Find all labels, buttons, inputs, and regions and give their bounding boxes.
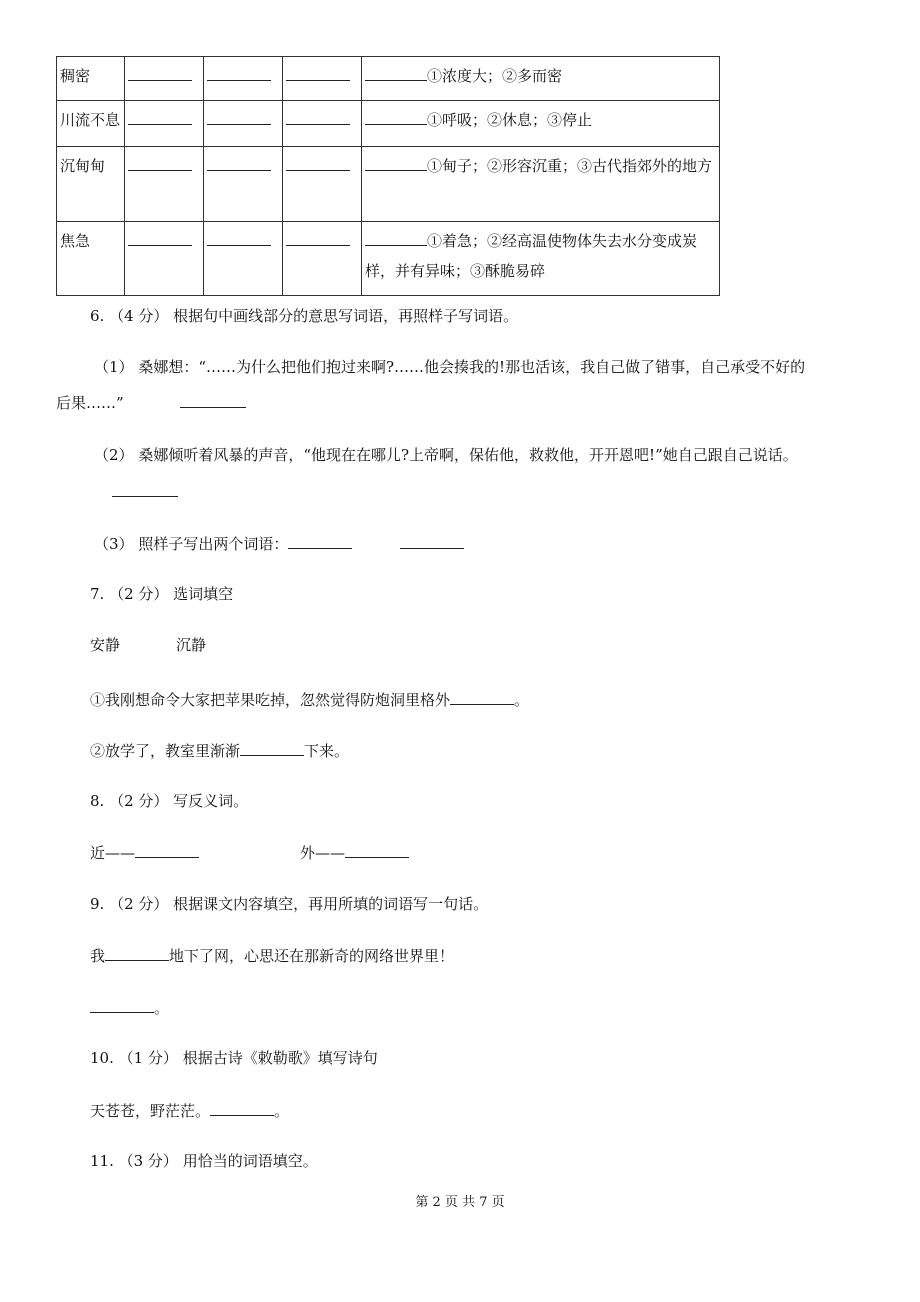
table-blank-cell — [125, 222, 204, 296]
answer-blank[interactable] — [128, 64, 192, 81]
table-blank-cell — [204, 57, 283, 101]
answer-blank[interactable] — [286, 108, 350, 125]
sentence-part: 地下了网，心思还在那新奇的网络世界里！ — [169, 947, 455, 965]
table-word: 焦急 — [57, 222, 125, 296]
table-blank-cell — [283, 147, 362, 222]
question-9-1 — [90, 944, 454, 966]
sentence-part: 下来。 — [304, 742, 350, 760]
answer-blank[interactable] — [345, 841, 409, 858]
question-6-2 — [94, 444, 798, 465]
sub-question-text: 桑娜倾听着风暴的声音，“他现在在哪儿?上帝啊，保佑他，救救他，开开恩吧!”她自己跟自己说话。 — [138, 446, 798, 464]
answer-blank[interactable] — [105, 944, 169, 961]
table-meaning-cell — [362, 222, 720, 296]
table-blank-cell — [283, 101, 362, 147]
question-7-header: 7. （2 分） 选词填空 — [90, 585, 234, 603]
antonym-word: 近—— — [90, 844, 136, 862]
table-word: 稠密 — [57, 57, 125, 101]
table-blank-cell — [204, 222, 283, 296]
question-6-2-answer — [112, 480, 178, 501]
question-7-1 — [90, 688, 529, 710]
answer-blank[interactable] — [286, 64, 350, 81]
sub-question-number: （1） — [94, 358, 134, 376]
answer-blank[interactable] — [286, 154, 350, 171]
answer-blank[interactable] — [90, 996, 154, 1013]
question-9-2 — [90, 996, 169, 1018]
question-11-header: 11. （3 分） 用恰当的词语填空。 — [90, 1152, 318, 1170]
sentence-part: ①我刚想命令大家把苹果吃掉，忽然觉得防炮洞里格外 — [90, 691, 451, 709]
answer-blank[interactable] — [286, 229, 350, 246]
table-meaning: ①甸子；②形容沉重；③古代指郊外的地方 — [427, 157, 713, 175]
answer-blank[interactable] — [288, 532, 352, 549]
answer-blank[interactable] — [240, 739, 304, 756]
poem-line: 天苍苍，野茫茫。 — [90, 1102, 211, 1120]
sub-question-text: 桑娜想：“……为什么把他们抱过来啊?……他会揍我的!那也活该，我自己做了错事，自己承受不好的 — [138, 358, 806, 376]
answer-blank[interactable] — [207, 64, 271, 81]
question-6-3 — [94, 532, 464, 554]
table-word: 沉甸甸 — [57, 147, 125, 222]
sentence-part: 。 — [154, 999, 170, 1017]
sentence-part: 。 — [514, 691, 530, 709]
word-choices — [90, 634, 206, 655]
question-6-1-cont — [56, 391, 246, 413]
antonym-word: 外—— — [300, 844, 346, 862]
sub-question-number: （3） — [94, 535, 134, 553]
answer-blank[interactable] — [365, 229, 427, 246]
table-meaning: ①着急；②经高温使物体失去水分变成炭样，并有异味；③酥脆易碎 — [365, 232, 698, 280]
answer-blank[interactable] — [128, 108, 192, 125]
word-choice: 安静 — [90, 636, 121, 654]
sub-question-text: 照样子写出两个词语： — [138, 535, 289, 553]
answer-blank[interactable] — [180, 391, 246, 408]
word-meaning-table — [56, 56, 720, 296]
question-7-2 — [90, 739, 349, 761]
antonym-left — [90, 841, 199, 863]
answer-blank[interactable] — [128, 229, 192, 246]
table-meaning: ①呼吸；②休息；③停止 — [427, 111, 593, 129]
answer-blank[interactable] — [210, 1099, 274, 1116]
answer-blank[interactable] — [207, 108, 271, 125]
table-word: 川流不息 — [57, 101, 125, 147]
sentence-part: 我 — [90, 947, 106, 965]
table-blank-cell — [125, 147, 204, 222]
table-meaning-cell — [362, 57, 720, 101]
antonym-right — [300, 841, 409, 863]
table-blank-cell — [283, 222, 362, 296]
answer-blank[interactable] — [400, 532, 464, 549]
answer-blank[interactable] — [365, 154, 427, 171]
table-blank-cell — [204, 101, 283, 147]
question-9-header: 9. （2 分） 根据课文内容填空，再用所填的词语写一句话。 — [90, 895, 489, 913]
answer-blank[interactable] — [207, 229, 271, 246]
answer-blank[interactable] — [207, 154, 271, 171]
table-blank-cell — [125, 101, 204, 147]
sub-question-text-cont: 后果……” — [56, 394, 124, 412]
question-8-header: 8. （2 分） 写反义词。 — [90, 792, 249, 810]
answer-blank[interactable] — [128, 154, 192, 171]
question-6-header: 6. （4 分） 根据句中画线部分的意思写词语，再照样子写词语。 — [90, 307, 519, 325]
answer-blank[interactable] — [365, 64, 427, 81]
table-blank-cell — [204, 147, 283, 222]
question-6-1 — [94, 356, 805, 377]
answer-blank[interactable] — [112, 480, 178, 497]
sentence-part: 。 — [274, 1102, 290, 1120]
table-meaning: ①浓度大；②多而密 — [427, 67, 563, 85]
page-footer: 第 2 页 共 7 页 — [415, 1195, 505, 1210]
sub-question-number: （2） — [94, 446, 134, 464]
answer-blank[interactable] — [365, 108, 427, 125]
table-meaning-cell — [362, 147, 720, 222]
word-choice: 沉静 — [176, 636, 207, 654]
question-10-header: 10. （1 分） 根据古诗《敕勒歌》填写诗句 — [90, 1049, 378, 1067]
table-blank-cell — [125, 57, 204, 101]
answer-blank[interactable] — [450, 688, 514, 705]
sentence-part: ②放学了，教室里渐渐 — [90, 742, 241, 760]
question-10-1 — [90, 1099, 289, 1121]
answer-blank[interactable] — [135, 841, 199, 858]
table-meaning-cell — [362, 101, 720, 147]
table-blank-cell — [283, 57, 362, 101]
